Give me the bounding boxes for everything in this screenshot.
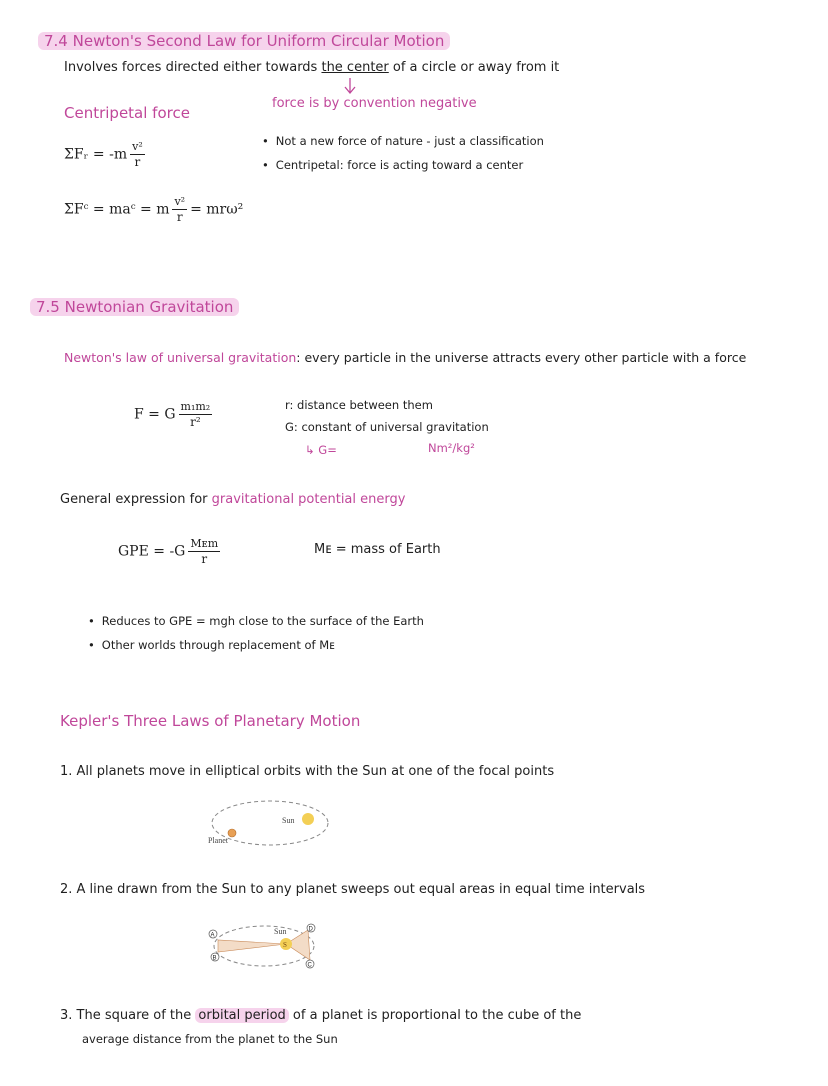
planet-label: Planet	[208, 836, 228, 845]
equation-gravitational-force	[134, 400, 215, 429]
g-definition-text: G: constant of universal gravitation	[285, 420, 489, 434]
gpe-fraction	[188, 537, 220, 566]
force-numerator: m₁m₂	[180, 400, 211, 413]
eq2-rhs: = mrω²	[190, 201, 244, 218]
sun-label-2: Sun	[274, 927, 287, 936]
point-d-label: D	[308, 926, 313, 933]
g-value: ↳ G=	[305, 443, 337, 457]
centripetal-force-label: Centripetal force	[64, 104, 190, 122]
law3-part-a: 3. The square of the	[60, 1008, 196, 1023]
force-lhs: F = G	[134, 406, 176, 423]
classification-bullet	[262, 134, 544, 148]
sun-label: Sun	[282, 816, 295, 825]
force-denominator: r²	[190, 415, 201, 429]
mass-earth-definition: Mᴇ = mass of Earth	[314, 542, 441, 557]
elliptical-orbit-diagram	[200, 795, 340, 855]
kepler-law-1: 1. All planets move in elliptical orbits with the Sun at one of the focal points	[60, 764, 555, 779]
g-definition	[285, 420, 489, 434]
eq2-numerator: v²	[174, 195, 186, 208]
gpe-numerator: Mᴇm	[190, 537, 219, 550]
gpe-denominator: r	[201, 552, 208, 566]
centripetal-bullet	[262, 158, 523, 172]
law-label: Newton's law of universal gravitation	[64, 350, 297, 365]
gpe-bullet-2-text: • Other worlds through replacement of Mᴇ	[88, 638, 335, 652]
convention-note: force is by convention negative	[272, 96, 477, 111]
section-7-5-title: 7.5 Newtonian Gravitation	[30, 298, 239, 316]
equation-centripetal-force	[64, 195, 243, 224]
r-definition: r: distance between them	[285, 398, 433, 412]
intro-part-c: of a circle or away from it	[388, 60, 560, 75]
eq2-denominator: r	[176, 210, 183, 224]
planet-icon	[228, 829, 236, 837]
kepler-law-3	[60, 1008, 581, 1023]
eq1-numerator: v²	[132, 140, 143, 153]
g-units: Nm²/kg²	[428, 441, 475, 455]
sun-icon	[302, 813, 314, 825]
section-7-4-heading	[38, 32, 450, 50]
gpe-bullet-1-text: • Reduces to GPE = mgh close to the surface of the Earth	[88, 614, 424, 628]
gpe-term: gravitational potential energy	[211, 492, 406, 507]
eq2-lhs: ΣFᶜ = maᶜ = m	[64, 201, 170, 218]
eq1-lhs: ΣFᵣ = -m	[64, 146, 128, 163]
law-text: : every particle in the universe attracts every other particle with a force	[296, 350, 747, 365]
law3-part-c: of a planet is proportional to the cube of the	[288, 1008, 582, 1023]
eq1-denominator: r	[134, 155, 141, 169]
kepler-law-3-line-2: average distance from the planet to the Sun	[82, 1032, 338, 1046]
section-7-5-heading	[30, 298, 239, 316]
kepler-law-2: 2. A line drawn from the Sun to any planet sweeps out equal areas in equal time intervals	[60, 882, 646, 897]
gpe-bullet-1	[88, 614, 424, 628]
eq1-fraction	[130, 140, 145, 169]
eq2-fraction	[172, 195, 187, 224]
gpe-intro-text: General expression for	[60, 492, 212, 507]
equation-gpe	[118, 537, 223, 566]
section-number: 7.4	[44, 32, 68, 50]
swept-area-left	[218, 940, 286, 952]
point-c-label: C	[307, 962, 312, 969]
equal-areas-diagram	[204, 922, 324, 982]
kepler-heading: Kepler's Three Laws of Planetary Motion	[60, 712, 361, 730]
intro-part-a: Involves forces directed either towards	[64, 60, 322, 75]
point-a-label: A	[210, 932, 215, 939]
point-b-label: B	[212, 955, 217, 962]
sun-s-label: S	[283, 941, 287, 949]
intro-center-underlined: the center	[321, 60, 389, 75]
universal-gravitation-law	[64, 350, 746, 365]
section-title: Newton's Second Law for Uniform Circular Motion	[72, 32, 445, 50]
orbital-period-highlight: orbital period	[195, 1008, 288, 1023]
force-fraction	[179, 400, 213, 429]
intro-sentence	[64, 60, 559, 75]
bullet-text-2: • Centripetal: force is acting toward a center	[262, 158, 523, 172]
gpe-intro	[60, 492, 405, 507]
equation-radial-force	[64, 140, 148, 169]
bullet-text-1: • Not a new force of nature - just a classification	[262, 134, 544, 148]
gpe-lhs: GPE = -G	[118, 543, 186, 560]
down-arrow-icon	[340, 78, 360, 98]
gpe-bullet-2	[88, 638, 335, 652]
